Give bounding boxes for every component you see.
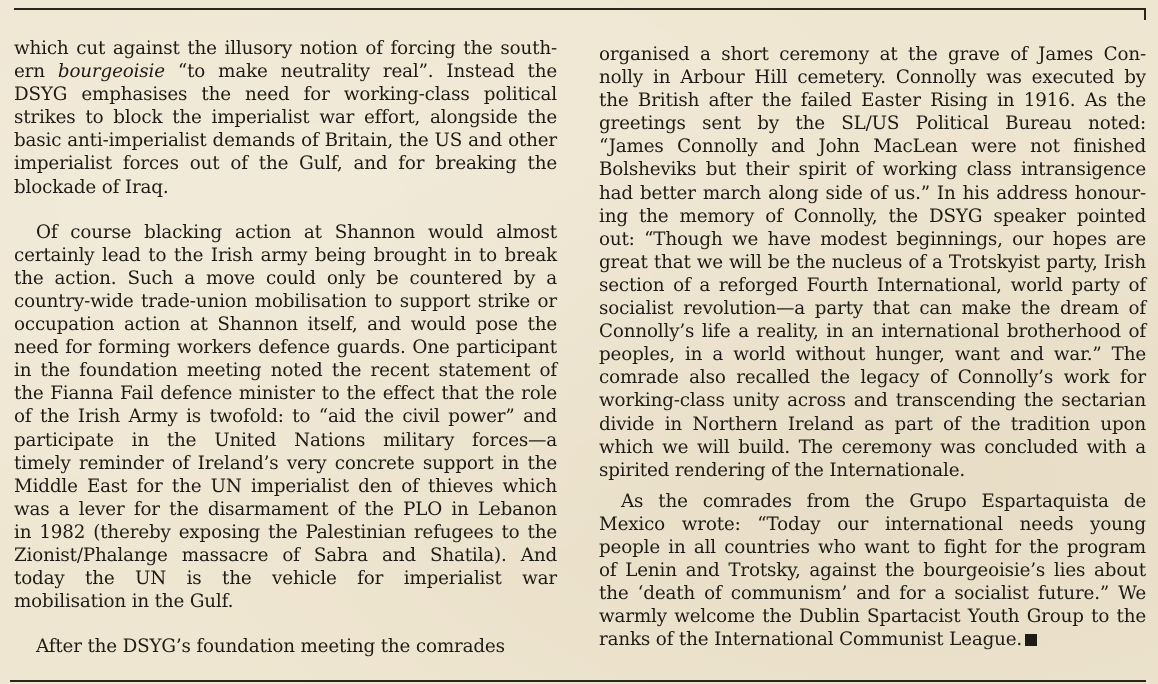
text-line: the British after the failed Easter Rising in 1916. As the	[599, 90, 1146, 112]
text-line: socialist revolution—a party that can make the dream of	[599, 298, 1146, 320]
text-line: had better march along side of us.” In his address honour-	[599, 182, 1146, 204]
text-line: the ‘death of communism’ and for a socialist future.” We	[599, 583, 1146, 605]
text-line: spirited rendering of the Internationale.	[599, 459, 966, 481]
end-of-article-square-icon	[1025, 634, 1037, 646]
text-line: people in all countries who want to fight for the program	[599, 536, 1146, 558]
text-line: the action. Such a move could only be countered by a	[14, 267, 557, 289]
text-line: Bolsheviks but their spirit of working class intransigence	[599, 159, 1146, 181]
text-line: peoples, in a world without hunger, want and war.” The	[599, 344, 1146, 366]
text-line: working-class unity across and transcending the sectarian	[599, 390, 1146, 412]
text-line: After the DSYG’s foundation meeting the comrades	[36, 636, 505, 658]
text-line: section of a reforged Fourth International, world party of	[599, 274, 1146, 296]
text-line: blockade of Iraq.	[14, 176, 169, 198]
paragraph	[599, 43, 1146, 482]
text-line: of the Irish Army is twofold: to “aid the civil power” and	[14, 406, 557, 428]
paragraph	[599, 490, 1146, 652]
text-line: ern bourgeoisie “to make neutrality real”. Instead the	[14, 61, 558, 83]
text-line: participate in the United Nations military forces—a	[14, 429, 557, 451]
text-line: the Fianna Fail defence minister to the effect that the role	[14, 383, 557, 405]
right-column	[599, 43, 1146, 651]
bottom-rule	[10, 680, 1146, 682]
text-line: mobilisation in the Gulf.	[14, 591, 234, 613]
text-line: warmly welcome the Dublin Spartacist Youth Group to the	[599, 606, 1146, 628]
text-line: imperialist forces out of the Gulf, and for breaking the	[14, 153, 557, 175]
italic-term: bourgeoisie	[57, 61, 165, 83]
text-line: need for forming workers defence guards. One participant	[14, 337, 557, 359]
text-line: greetings sent by the SL/US Political Bureau noted:	[599, 113, 1146, 135]
text-line: which cut against the illusory notion of forcing the south-	[14, 38, 557, 59]
text-line: basic anti-imperialist demands of Britain, the US and other	[14, 130, 557, 152]
text-line: organised a short ceremony at the grave of James Con-	[599, 44, 1146, 65]
text-line: “James Connolly and John MacLean were not finished	[599, 136, 1146, 158]
text-line: certainly lead to the Irish army being brought in to break	[14, 244, 557, 266]
paragraph	[14, 37, 557, 199]
text-line: Middle East for the UN imperialist den of thieves which	[14, 475, 557, 497]
text-line: comrade also recalled the legacy of Connolly’s work for	[599, 367, 1146, 389]
text-line: DSYG emphasises the need for working-class political	[14, 84, 557, 106]
text-line: great that we will be the nucleus of a Trotskyist party, Irish	[599, 251, 1146, 273]
text-line: Mexico wrote: “Today our international needs young	[599, 513, 1146, 535]
text-line: Of course blacking action at Shannon would almost	[36, 221, 557, 243]
text-line: was a lever for the disarmament of the PLO in Lebanon	[14, 498, 557, 520]
text-line: nolly in Arbour Hill cemetery. Connolly was executed by	[599, 67, 1146, 89]
text-line: Zionist/Phalange massacre of Sabra and Shatila). And	[14, 544, 557, 566]
text-line: of Lenin and Trotsky, against the bourgeoisie’s lies about	[599, 560, 1146, 582]
text-line: Connolly’s life a reality, in an international brotherhood of	[599, 321, 1146, 343]
text-line: which we will build. The ceremony was concluded with a	[599, 436, 1146, 458]
top-right-rule-tick	[1144, 9, 1146, 20]
text-line: ing the memory of Connolly, the DSYG speaker pointed	[599, 205, 1146, 227]
text-line: divide in Northern Ireland as part of the tradition upon	[599, 413, 1146, 435]
text-line: today the UN is the vehicle for imperialist war	[14, 568, 557, 590]
top-rule	[14, 8, 1146, 10]
text-line: in the foundation meeting noted the recent statement of	[14, 360, 557, 382]
text-line: occupation action at Shannon itself, and would pose the	[14, 314, 557, 336]
text-line: ranks of the International Communist League.	[599, 628, 1146, 651]
text-line: in 1982 (thereby exposing the Palestinian refugees to the	[14, 521, 557, 543]
text-line: out: “Though we have modest beginnings, our hopes are	[599, 228, 1146, 250]
text-line: strikes to block the imperialist war effort, alongside the	[14, 107, 557, 129]
text-line: country-wide trade-union mobilisation to support strike or	[14, 290, 557, 312]
paragraph	[14, 221, 557, 614]
text-line: As the comrades from the Grupo Espartaquista de	[621, 490, 1146, 512]
left-column	[14, 37, 557, 658]
text-line: timely reminder of Ireland’s very concrete support in the	[14, 452, 557, 474]
paragraph	[14, 635, 557, 658]
